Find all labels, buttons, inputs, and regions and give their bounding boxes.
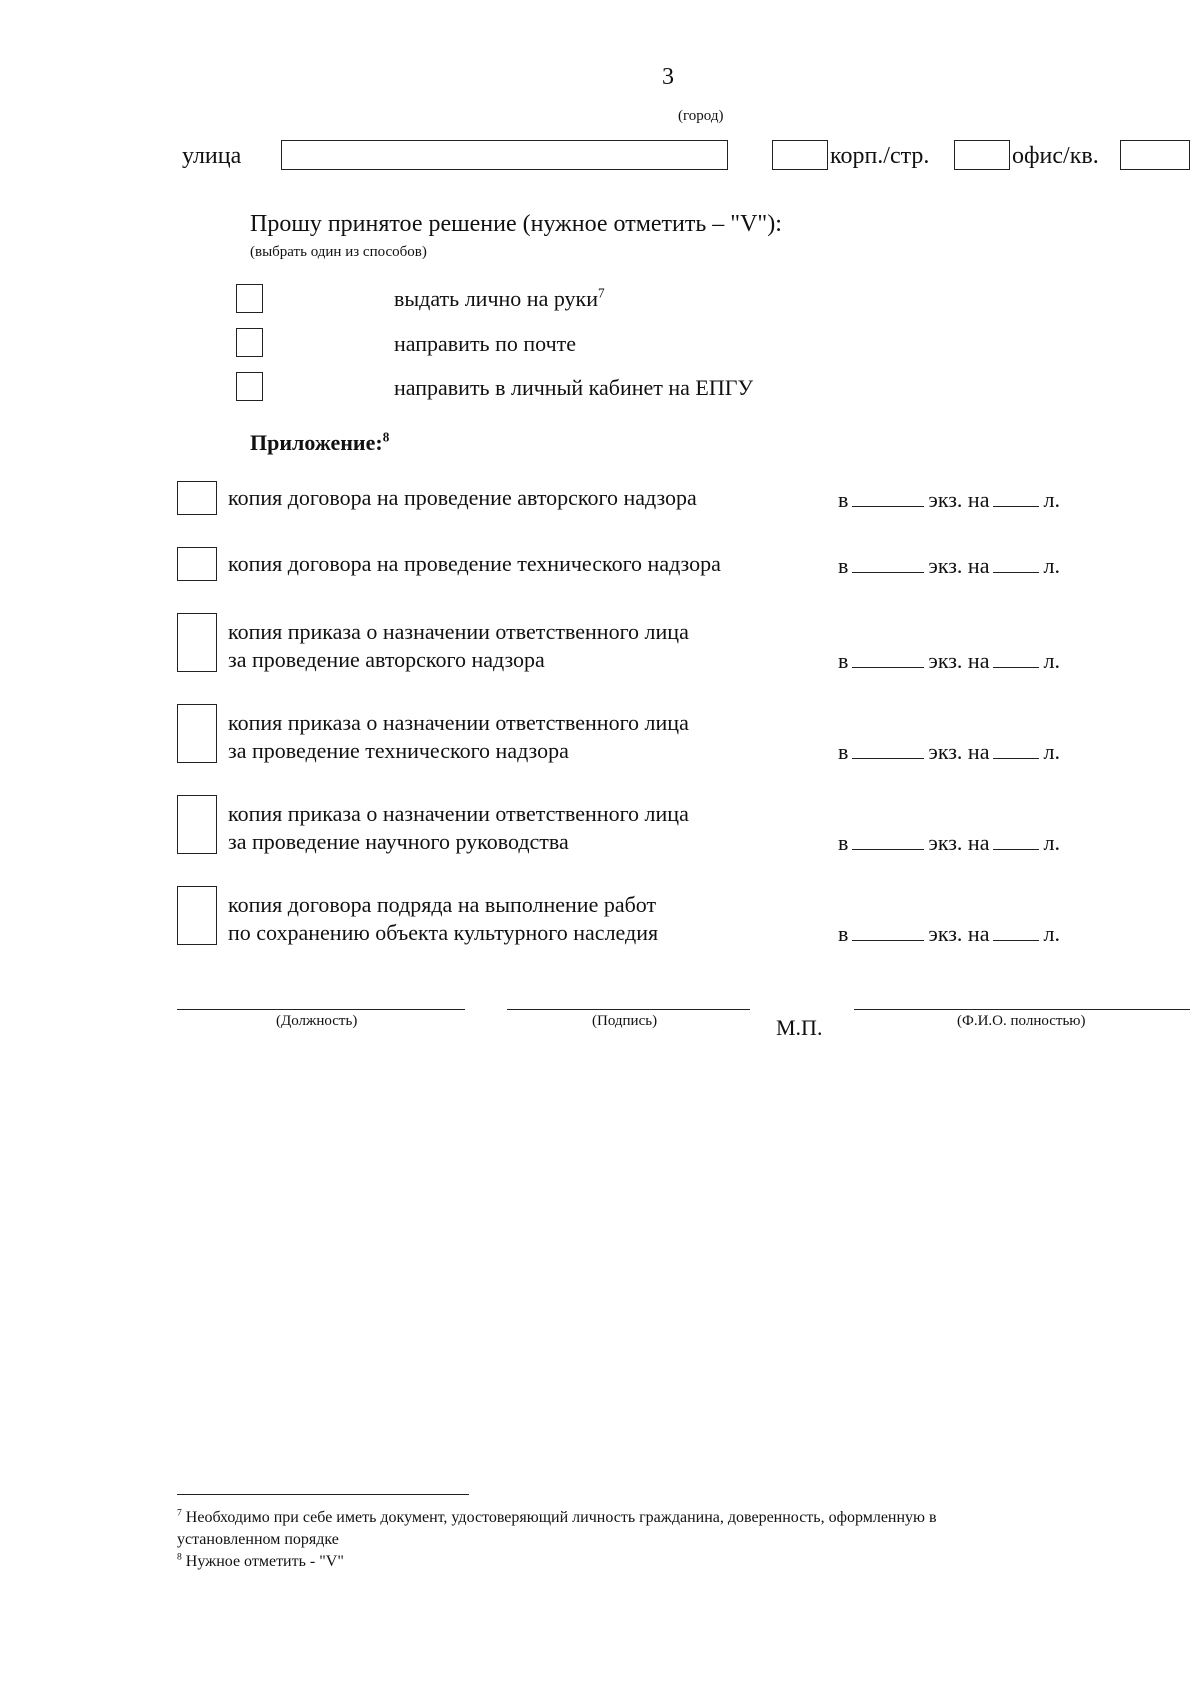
attachment-checkbox[interactable] [177, 481, 217, 515]
position-line[interactable] [177, 1009, 465, 1010]
attachment-checkbox[interactable] [177, 886, 217, 945]
city-caption: (город) [678, 108, 724, 124]
stamp-label: М.П. [776, 1015, 823, 1040]
attachment-label-line2: за проведение научного руководства [228, 829, 569, 854]
attachment-label: копия приказа о назначении ответственного лица [228, 619, 689, 644]
full-name-caption: (Ф.И.О. полностью) [957, 1013, 1086, 1029]
attachment-label: копия договора на проведение технического надзора [228, 551, 721, 576]
attachment-quantity: в экз. на л. [838, 487, 1060, 512]
attachment-checkbox[interactable] [177, 613, 217, 672]
delivery-subheading: (выбрать один из способов) [250, 244, 427, 260]
signature-caption: (Подпись) [592, 1013, 658, 1029]
attachment-label: копия приказа о назначении ответственного лица [228, 801, 689, 826]
footnote-7: $^7$ Необходимо при себе иметь документ, удостоверяющий личность гражданина, доверенность, оформленную в [177, 1507, 937, 1526]
page-number: 3 [662, 64, 674, 90]
office-input[interactable] [1120, 140, 1190, 170]
signature-line[interactable] [507, 1009, 750, 1010]
footnote-divider [177, 1494, 469, 1495]
delivery-checkbox-in-person[interactable] [236, 284, 263, 313]
footnote-7-continued: установленном порядке [177, 1531, 339, 1548]
attachment-quantity: в экз. на л. [838, 553, 1060, 578]
attachment-checkbox[interactable] [177, 547, 217, 581]
office-label: офис/кв. [1012, 143, 1099, 169]
street-label: улица [182, 143, 242, 169]
attachment-label-line2: за проведение авторского надзора [228, 647, 545, 672]
building-label: корп./стр. [830, 143, 930, 169]
attachment-label-line2: за проведение технического надзора [228, 738, 569, 763]
house-input[interactable] [772, 140, 828, 170]
attachment-checkbox[interactable] [177, 795, 217, 854]
delivery-option-post: направить по почте [394, 331, 577, 356]
building-input[interactable] [954, 140, 1010, 170]
delivery-option-in-person: выдать лично на руки$^7$ [394, 285, 605, 311]
delivery-option-epgu: направить в личный кабинет на ЕПГУ [394, 375, 754, 400]
attachment-label: копия договора на проведение авторского надзора [228, 485, 697, 510]
full-name-line[interactable] [854, 1009, 1190, 1010]
attachment-label-line2: по сохранению объекта культурного наследия [228, 920, 659, 945]
street-input[interactable] [281, 140, 728, 170]
attachment-label: копия приказа о назначении ответственного лица [228, 710, 689, 735]
attachment-quantity: в экз. на л. [838, 830, 1060, 855]
attachment-checkbox[interactable] [177, 704, 217, 763]
delivery-heading: Прошу принятое решение (нужное отметить – "V"): [250, 211, 782, 237]
attachments-heading: Приложение:$^8$ [250, 429, 390, 455]
delivery-checkbox-post[interactable] [236, 328, 263, 357]
position-caption: (Должность) [276, 1013, 358, 1029]
delivery-checkbox-epgu[interactable] [236, 372, 263, 401]
attachment-quantity: в экз. на л. [838, 739, 1060, 764]
attachment-quantity: в экз. на л. [838, 921, 1060, 946]
attachment-quantity: в экз. на л. [838, 648, 1060, 673]
attachment-label: копия договора подряда на выполнение работ [228, 892, 657, 917]
footnote-8: $^8$ Нужное отметить - "V" [177, 1551, 344, 1570]
